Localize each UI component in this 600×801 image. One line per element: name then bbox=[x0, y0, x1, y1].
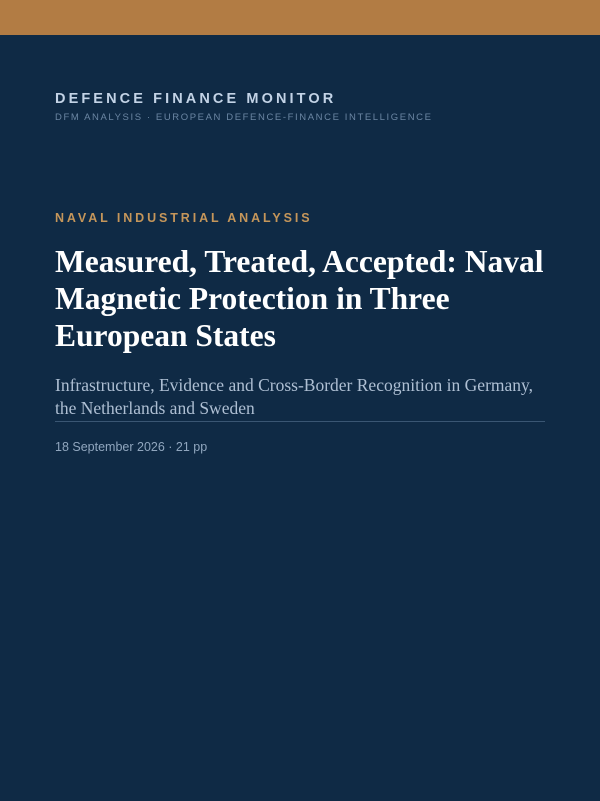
report-subtitle: Infrastructure, Evidence and Cross-Border Recognition in Germany, the Netherlands and Sweden bbox=[55, 374, 545, 422]
section-kicker: NAVAL INDUSTRIAL ANALYSIS bbox=[55, 211, 313, 225]
masthead bbox=[55, 90, 545, 124]
cover-content bbox=[55, 210, 545, 455]
publication-meta: 18 September 2026 · 21 pp bbox=[55, 440, 208, 454]
publication-tagline: DFM ANALYSIS · EUROPEAN DEFENCE-FINANCE INTELLIGENCE bbox=[55, 112, 433, 123]
accent-band bbox=[0, 0, 600, 35]
report-title: Measured, Treated, Accepted: Naval Magnetic Protection in Three European States bbox=[55, 244, 544, 353]
publication-name: DEFENCE FINANCE MONITOR bbox=[55, 91, 337, 107]
